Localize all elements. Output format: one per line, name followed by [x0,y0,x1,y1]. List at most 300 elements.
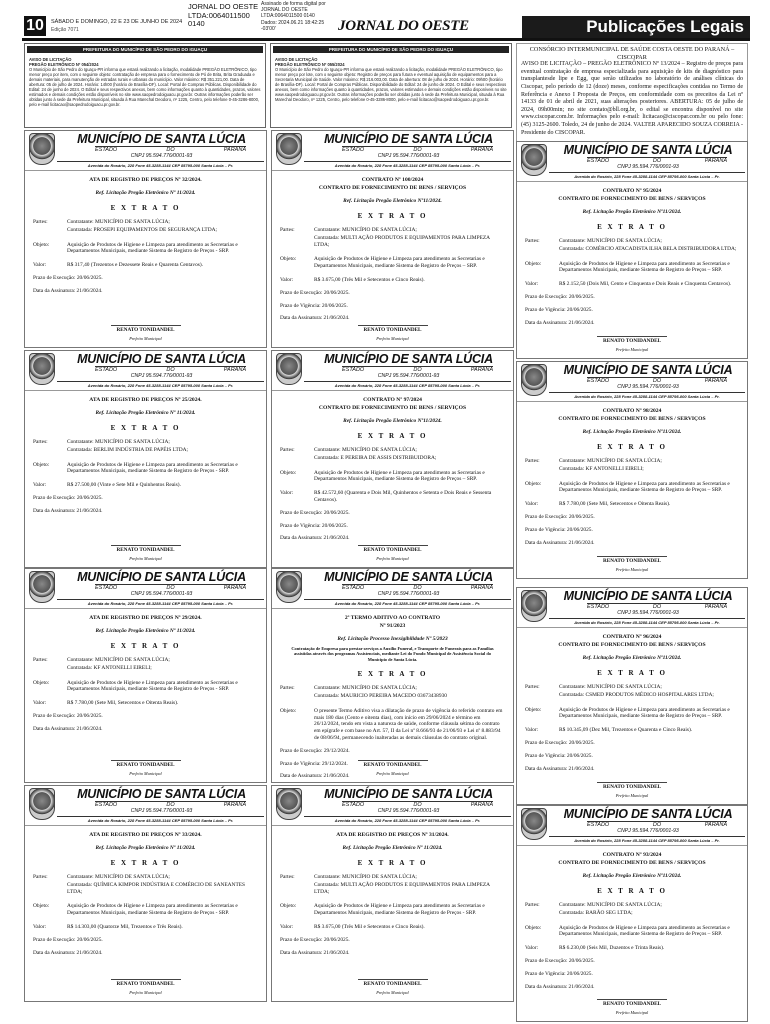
card-subtitle: CONTRATO DE FORNECIMENTO DE BENS / SERVIÇOS [558,196,706,202]
object-text: Aquisição de Produtos de Higiene e Limpeza para atendimento as Secretarias e Departamentos Municipais, mediante Sistema de Registro de Preços - SRP. [67,903,238,917]
signer-name: RENATO TONIDANDEL [111,760,181,768]
contracted-party: Contratada: MULTI AÇÃO PRODUTOS E EQUIPAMENTOS PARA LIMPEZA LTDA; [314,234,490,248]
extract-card [24,568,267,783]
address: Avenida do Rosário, 228 Fone 45-3288-1144 CEP 85795-000 Santa Lúcia – Pr. [57,599,264,606]
object-label: Objeto: [280,256,297,263]
signature-date: Data da Assinatura: 21/06/2024. [525,983,595,990]
licitacao-reference: Ref. Licitação Processo Inexigibilidade Nº 5/2023 [337,636,448,642]
extract-heading: E X T R A T O [597,669,667,677]
coat-of-arms-icon [276,133,302,165]
extract-card [271,350,514,568]
licitacao-reference: Ref. Licitação Pregão Eletrônico Nº 11/2024. [342,845,443,851]
contracting-party: Contratante: MUNICÍPIO DE SANTA LÚCIA; [559,458,662,464]
signature-date: Data de Assinatura: 21/06/2024. [280,773,350,780]
contracting-party: Contratante: MUNICÍPIO DE SANTA LÚCIA; [314,227,417,233]
address: Avenida do Rosário, 228 Fone 45-3288-1144 CEP 85795-000 Santa Lúcia – Pr. [549,618,745,625]
licitacao-notice [24,43,266,128]
card-subtitle: CONTRATO DE FORNECIMENTO DE BENS / SERVIÇOS [558,642,706,648]
signature-date: Data da Assinatura: 21/06/2024. [280,535,350,542]
contracted-party: Contratada: CSMED PRODUTOS MÉDICO HOSPITALARES LTDA; [559,691,714,698]
signer-name: RENATO TONIDANDEL [597,782,667,790]
signature-date: Data da Assinatura: 21/06/2024. [33,287,103,294]
coat-of-arms-icon [29,788,55,820]
state-connector: DO [166,585,175,591]
address: Avenida do Rosário, 228 Fone 45-3288-1144 CEP 85795-000 Santa Lúcia – Pr. [57,381,264,388]
object-text: Aquisição de Produtos de Higiene e Limpeza para atendimento as Secretarias e Departamentos Municipais, mediante Sistema de Registro de Preços – SRP. [559,260,730,274]
value-text: R$ 14.303,00 (Quatorze Mil, Trezentos e Três Reais). [67,923,183,930]
object-text: O presente Termo Aditivo visa a dilatação de prazo de vigência do referido contrato em mais 180 dias (Cento e oitenta dias), com início em 29/06/2024 e término em 26/12/2024, tendo em vista a natureza de saúde, conforme cláusula sétima do contrato em epígrafe e com base no Art. 57, II da Lei nº 8.666/93 de 21/06/93 e Lei nº 8.883/94 de 08/06/94, permanecendo inalteradas as demais cláusulas do contrato original. [314,707,503,741]
validity-deadline: Prazo de Vigência: 29/12/2024. [280,760,348,767]
value-text: R$ 7.780,00 (Sete Mil, Setecentos e Oitenta Reais). [67,700,179,707]
extract-heading: E X T R A T O [357,859,428,867]
object-label: Objeto: [525,480,542,487]
card-title: CONTRATO Nº 97/2024 [363,397,422,403]
parties-label: Partes: [33,439,48,445]
licitacao-reference: Ref. Licitação Pregão Eletrônico Nº11/2024. [343,418,442,424]
licitacao-reference: Ref. Licitação Pregão Eletrônico Nº11/2024. [582,429,682,435]
address: Avenida do Rosário, 228 Fone 45-3288-1144 CEP 85795-000 Santa Lúcia – Pr. [304,599,511,606]
contracted-party: Contratada: COMÉRCIO ATACADISTA ILHA BELA DISTRIBUIDORA LTDA; [559,245,737,252]
extract-card [24,350,267,568]
coat-of-arms-icon [276,788,302,820]
extract-card [516,587,748,805]
state-connector: DO [413,367,422,373]
municipality-letterhead [517,588,747,628]
cnpj: CNPJ 95.594.776/0001-93 [130,153,193,159]
issue-date: SÁBADO E DOMINGO, 22 E 23 DE JUNHO DE 2024 [51,19,183,25]
address: Avenida do Rosário, 228 Fone 45-3288-1144 CEP 85795-000 Santa Lúcia – Pr. [304,816,511,823]
signature-date: Data da Assinatura: 21/06/2024. [525,765,595,772]
validity-deadline: Prazo de Vigência: 20/06/2025. [525,752,593,759]
contracting-party: Contratante: MUNICÍPIO DE SANTA LÚCIA; [67,219,170,225]
object-label: Objeto: [280,903,297,910]
state-connector: DO [652,158,662,164]
ciscopar-body: AVISO DE LICITAÇÃO – PREGÃO ELETRÔNICO Nº 13/2024 – Registro de preços para eventual contratação de empresa especializada para aquisição de kits de diagnóstico para transplantesde lipe e Egg, que serão utilizados no laboratório de análises clínicas do Ciscopar, pelo período de 12 (doze) meses, conforme especificações contidas no Termo de Referência e Anexo I Proposta de Preços, em conformidade com os preceitos da Lei nº 14133 de 01 de abril de 2021, suas alterações posteriores. ABERTURA: 05 de julho de 2024, 09h00min; no site contato@bll.org.br, o edital se encontra disponível no site www.ciscopar.com.br. Informações pelo e-mail: licitacao@ciscopar.com.br ou pelo fone: (45) 3125-2600. Toledo, 24 de junho de 2024. VALTER APARECIDO SOUZA CORREIA - Presidente do CISCOPAR. [521,61,743,136]
coat-of-arms-icon [521,590,547,622]
object-text: Aquisição de Produtos de Higiene e Limpeza para atendimento as Secretarias e Departamentos Municipais, mediante Sistema de Registro de Preços - SRP. [67,679,238,693]
signer-name: RENATO TONIDANDEL [597,336,667,344]
state-name: PARANÁ [704,378,727,384]
state-name: PARANÁ [223,802,246,808]
licitacao-notice [270,43,512,128]
municipality-name: MUNICÍPIO DE SANTA LÚCIA [563,589,733,603]
execution-deadline: Prazo de Execução: 20/06/2025. [280,289,350,296]
cnpj: CNPJ 95.594.776/0001-93 [617,610,679,616]
object-label: Objeto: [280,707,297,714]
page-number: 10 [24,16,46,36]
state-name: PARANÁ [704,604,727,610]
signer-name: RENATO TONIDANDEL [597,999,667,1007]
value-text: R$ 7.780,00 (Sete Mil, Setecentos e Oitenta Reais). [559,501,671,508]
cnpj: CNPJ 95.594.776/0001-93 [617,828,679,834]
object-label: Objeto: [525,260,542,267]
contracted-party: Contratada: MULTI AÇÃO PRODUTOS E EQUIPAMENTOS PARA LIMPEZA LTDA; [314,881,490,895]
extract-card [24,785,267,1002]
signer-name: RENATO TONIDANDEL [358,325,428,333]
state-label: ESTADO [342,367,365,373]
contracting-party: Contratante: MUNICÍPIO DE SANTA LÚCIA; [314,874,417,880]
signer-role: Prefeito Municipal [129,336,162,341]
value-text: R$ 42.572,60 (Quarenta e Dois Mil, Quinhentos e Setenta e Dois Reais e Sessenta Centavos). [314,490,492,503]
municipality-name: MUNICÍPIO DE SANTA LÚCIA [563,807,733,821]
coat-of-arms-icon [276,571,302,603]
state-name: PARANÁ [223,367,246,373]
licitacao-reference: Ref. Licitação Pregão Eletrônico Nº11/2024. [582,655,682,661]
state-label: ESTADO [587,158,610,164]
notice-subtitle: PREGÃO ELETRÔNICO Nº 055/2024 [275,62,345,67]
value-label: Valor: [280,490,294,497]
validity-deadline: Prazo de Vigência: 20/06/2025. [280,522,348,529]
signer-name: RENATO TONIDANDEL [358,545,428,553]
extract-card [24,130,267,348]
municipality-letterhead [517,142,747,182]
object-label: Objeto: [33,679,50,686]
notice-heading: PREFEITURA DO MUNICÍPIO DE SÃO PEDRO DO IGUAÇU [273,46,509,53]
cnpj: CNPJ 95.594.776/0001-93 [377,808,440,814]
address: Avenida do Rosário, 228 Fone 45-3288-1144 CEP 85795-000 Santa Lúcia – Pr. [549,172,745,179]
card-subtitle: CONTRATO DE FORNECIMENTO DE BENS / SERVIÇOS [318,405,467,411]
municipality-name: MUNICÍPIO DE SANTA LÚCIA [324,132,493,146]
object-label: Objeto: [280,469,297,476]
signer-role: Prefeito Municipal [376,556,409,561]
parties-label: Partes: [33,219,48,225]
execution-deadline: Prazo de Execução: 20/06/2025. [525,293,595,300]
parties-label: Partes: [33,874,48,880]
address: Avenida do Rosário, 228 Fone 45-3288-1144 CEP 85795-000 Santa Lúcia – Pr. [57,816,264,823]
card-title: 2º TERMO ADITIVO AO CONTRATO [344,615,441,621]
licitacao-reference: Ref. Licitação Pregão Eletrônico Nº11/2024. [343,198,442,204]
state-connector: DO [166,367,175,373]
object-text: Aquisição de Produtos de Higiene e Limpeza para atendimento as Secretarias e Departamentos Municipais, mediante Sistema de Registro de Preços – SRP. [559,706,730,720]
contracting-party: Contratante: MUNICÍPIO DE SANTA LÚCIA; [559,684,662,690]
edition-number: Edição 7071 [51,27,79,33]
extract-heading: E X T R A T O [357,432,428,440]
coat-of-arms-icon [521,144,547,176]
licitacao-reference: Ref. Licitação Pregão Eletrônico Nº 11/2024. [95,628,196,634]
signer-name: RENATO TONIDANDEL [597,556,667,564]
state-label: ESTADO [342,147,365,153]
state-connector: DO [652,822,662,828]
municipality-name: MUNICÍPIO DE SANTA LÚCIA [77,787,246,801]
notice-title: AVISO DE LICITAÇÃO [275,57,318,62]
contracted-party: Contratada: KF ANTONELLI EIRELI; [67,664,152,671]
licitacao-reference: Ref. Licitação Pregão Eletrônico Nº 11/2024. [95,190,196,196]
extract-heading: E X T R A T O [110,424,181,432]
parties-label: Partes: [525,684,540,690]
card-title: ATA DE REGISTRO DE PREÇOS Nº 25/2024. [89,397,202,403]
value-label: Valor: [525,727,539,734]
coat-of-arms-icon [521,364,547,396]
parties-label: Partes: [525,902,540,908]
execution-deadline: Prazo de Execução: 20/06/2025. [525,957,595,964]
card-subtitle: Nº 91/2023 [379,623,406,629]
card-title: ATA DE REGISTRO DE PREÇOS Nº 33/2024. [89,832,202,838]
execution-deadline: Prazo de Execução: 20/06/2025. [33,936,103,943]
coat-of-arms-icon [276,353,302,385]
value-label: Valor: [280,276,294,283]
execution-deadline: Prazo de Execução: 20/06/2025. [280,936,350,943]
state-name: PARANÁ [704,822,727,828]
signature-date: Data da Assinatura: 21/06/2024. [33,725,103,732]
header-divider [22,38,750,41]
execution-deadline: Prazo de Execução: 20/06/2025. [525,739,595,746]
notice-title: AVISO DE LICITAÇÃO [29,57,72,62]
notice-heading: PREFEITURA DO MUNICÍPIO DE SÃO PEDRO DO IGUAÇU [27,46,263,53]
municipality-letterhead [272,131,513,171]
state-connector: DO [166,147,175,153]
section-title: Publicações Legais [522,16,750,38]
municipality-name: MUNICÍPIO DE SANTA LÚCIA [77,352,246,366]
value-label: Valor: [525,945,539,952]
state-name: PARANÁ [470,367,493,373]
value-text: R$ 3.675,00 (Três Mil e Setecentos e Cinco Reais). [314,276,425,283]
value-text: R$ 2.152,50 (Dois Mil, Cento e Cinquenta e Dois Reais e Cinquenta Centavos). [559,281,732,288]
state-name: PARANÁ [704,158,727,164]
value-label: Valor: [33,923,47,930]
card-title: CONTRATO Nº 93/2024 [602,852,662,858]
state-connector: DO [166,802,175,808]
municipality-name: MUNICÍPIO DE SANTA LÚCIA [324,570,493,584]
signature-date: Data da Assinatura: 21/06/2024. [525,539,595,546]
digital-signer: JORNAL DO OESTE LTDA:0064011500 0140 [188,2,259,28]
state-label: ESTADO [95,802,118,808]
cnpj: CNPJ 95.594.776/0001-93 [377,591,440,597]
signer-role: Prefeito Municipal [129,556,162,561]
signer-role: Prefeito Municipal [376,336,409,341]
address: Avenida do Rosário, 228 Fone 45-3288-1144 CEP 85795-000 Santa Lúcia – Pr. [304,381,511,388]
state-label: ESTADO [587,378,610,384]
parties-label: Partes: [525,238,540,244]
signature-note: Assinado de forma digital por JORNAL DO OESTE LTDA:0064011500 0140 Dados: 2024.06.21 18:42:25 -03'00' [261,1,326,32]
card-title: CONTRATO Nº 96/2024 [602,634,662,640]
cnpj: CNPJ 95.594.776/0001-93 [130,591,193,597]
contracted-party: Contratada: E PEREIRA DE ASSIS DISTRIBUIDORA; [314,454,437,461]
coat-of-arms-icon [521,808,547,840]
card-title: CONTRATO Nº 98/2024 [602,408,662,414]
object-text: Aquisição de Produtos de Higiene e Limpeza para atendimento as Secretarias e Departamentos Municipais, mediante Sistema de Registro de Preços – SRP. [314,469,485,483]
execution-deadline: Prazo de Execução: 20/06/2025. [33,274,103,281]
object-text: Aquisição de Produtos de Higiene e Limpeza para atendimento as Secretarias e Departamentos Municipais, mediante Sistema de Registro de Preços - SRP. [67,461,238,475]
municipality-letterhead [517,362,747,402]
cnpj: CNPJ 95.594.776/0001-93 [377,153,440,159]
extract-card [271,785,514,1002]
contracted-party: Contratada: KF ANTONELLI EIRELI; [559,465,644,472]
state-label: ESTADO [342,802,365,808]
signer-role: Prefeito Municipal [376,990,409,995]
card-subtitle: CONTRATO DE FORNECIMENTO DE BENS / SERVIÇOS [558,416,706,422]
address: Avenida do Rosário, 228 Fone 45-3288-1144 CEP 85795-000 Santa Lúcia – Pr. [57,161,264,168]
extract-heading: E X T R A T O [110,859,181,867]
value-text: R$ 3.675,00 (Três Mil e Setecentos e Cinco Reais). [314,923,425,930]
contracting-party: Contratante: MUNICÍPIO DE SANTA LÚCIA; [67,874,170,880]
card-title: ATA DE REGISTRO DE PREÇOS Nº 29/2024. [89,615,202,621]
municipality-name: MUNICÍPIO DE SANTA LÚCIA [324,352,493,366]
validity-deadline: Prazo de Vigência: 20/06/2025. [525,970,593,977]
municipality-letterhead [25,786,266,826]
state-connector: DO [413,147,422,153]
municipality-letterhead [25,351,266,391]
value-label: Valor: [33,482,47,489]
value-label: Valor: [33,700,47,707]
state-connector: DO [413,802,422,808]
extract-card [516,361,748,579]
licitacao-reference: Ref. Licitação Pregão Eletrônico Nº 11/2024. [95,845,196,851]
contracting-party: Contratante: MUNICÍPIO DE SANTA LÚCIA; [67,439,170,445]
extract-heading: E X T R A T O [357,670,428,679]
extract-heading: E X T R A T O [597,887,667,895]
signer-role: Prefeito Municipal [376,771,409,776]
object-label: Objeto: [525,706,542,713]
state-name: PARANÁ [470,802,493,808]
extract-card [271,130,514,348]
municipality-name: MUNICÍPIO DE SANTA LÚCIA [324,787,493,801]
notice-body: O Município de São Pedro do Iguaçu-PR informa que estará realizando a licitação, modalidade PREGÃO ELETRÔNICO, tipo menor preço por lote, com o seguinte objeto: Registro de preços para futura e eventual aquisição de equipamentos para a Secretaria Municipal de Saúde. Valor máximo: R$ 216.003,00. Data de abertura: 08 de julho de 2024. Horário: 09h00 (horário de Brasília-DF). Local: Portal de Compras Públicas. Disponibilidade do Edital: 24 de junho de 2024. O Edital e seus respectivos anexos, bem como informações quanto à quantidades, prazos, valores estimados e demais condições estão disponíveis no site www.saopedrodoiguacu.pr.gov.br. Outras informações poderão ser obtidas junto à sede da Prefeitura Municipal, situada à Rua Marechal Deodoro, nº 1225, Centro, pelo telefone 0-45-3286-8000, pelo e-mail licitacao@saopedrodoiguacu.pr.gov.br. [275,67,507,102]
validity-deadline: Prazo de Vigência: 20/06/2025. [525,306,593,313]
cnpj: CNPJ 95.594.776/0001-93 [130,808,193,814]
address: Avenida do Rosário, 228 Fone 45-3288-1144 CEP 85795-000 Santa Lúcia – Pr. [304,161,511,168]
object-text: Aquisição de Produtos de Higiene e Limpeza para atendimento as Secretarias e Departamentos Municipais, mediante Sistema de Registro de Preços - SRP. [314,903,485,917]
card-subtitle: CONTRATO DE FORNECIMENTO DE BENS / SERVIÇOS [318,185,467,191]
object-text: Aquisição de Produtos de Higiene e Limpeza para atendimento as Secretarias e Departamentos Municipais, mediante Sistema de Registro de Preços - SRP. [67,241,238,255]
contracting-party: Contratante: MUNICÍPIO DE SANTA LÚCIA; [314,447,417,453]
signer-role: Prefeito Municipal [615,1010,649,1015]
contracting-party: Contratante: MUNICÍPIO DE SANTA LÚCIA; [559,238,662,244]
address: Avenida do Rosário, 228 Fone 45-3288-1144 CEP 85795-000 Santa Lúcia – Pr. [549,836,745,843]
state-label: ESTADO [95,585,118,591]
object-label: Objeto: [33,903,50,910]
state-label: ESTADO [95,147,118,153]
object-text: Aquisição de Produtos de Higiene e Limpeza para atendimento as Secretarias e Departamentos Municipais, mediante Sistema de Registro de Preços – SRP. [559,924,730,938]
cnpj: CNPJ 95.594.776/0001-93 [377,373,440,379]
signature-date: Data da Assinatura: 21/06/2024. [525,319,595,326]
validity-deadline: Prazo de Vigência: 20/06/2025. [525,526,593,533]
state-connector: DO [652,378,662,384]
parties-label: Partes: [280,874,295,880]
coat-of-arms-icon [29,133,55,165]
parties-label: Partes: [280,227,295,233]
municipality-letterhead [517,806,747,846]
parties-label: Partes: [280,447,295,453]
parties-label: Partes: [525,458,540,464]
contracted-party: Contratada: PROSEPI EQUIPAMENTOS DE SEGURANÇA LTDA; [67,226,217,233]
parties-label: Partes: [280,685,295,692]
extract-heading: E X T R A T O [110,204,181,212]
state-name: PARANÁ [470,147,493,153]
contracted-party: Contratada: BARÃO SEG LTDA; [559,909,633,916]
extract-card [516,805,748,1022]
signature-date: Data da Assinatura: 21/06/2024. [33,507,103,514]
state-label: ESTADO [95,367,118,373]
signer-role: Prefeito Municipal [615,793,649,798]
ciscopar-title: CONSÓRCIO INTERMUNICIPAL DE SAÚDE COSTA OESTE DO PARANÁ – CISCOPAR [529,46,735,61]
card-title: ATA DE REGISTRO DE PREÇOS Nº 32/2024. [89,177,202,183]
object-text: Aquisição de Produtos de Higiene e Limpeza para atendimento as Secretarias e Departamentos Municipais, mediante Sistema de Registro de Preços – SRP. [314,256,485,270]
municipality-letterhead [272,786,513,826]
extract-heading: E X T R A T O [110,642,181,650]
extract-heading: E X T R A T O [357,212,428,220]
coat-of-arms-icon [29,353,55,385]
value-text: R$ 317,40 (Trezentos e Dezessete Reais e Quarenta Centavos). [67,262,204,269]
contracting-party: Contratante: MUNICÍPIO DE SANTA LÚCIA; [559,902,662,908]
contracted-party: Contratada: MAURICIO PEREIRA MACEDO 03673438930 [314,693,447,700]
cnpj: CNPJ 95.594.776/0001-93 [130,373,193,379]
object-label: Objeto: [33,461,50,468]
card-title: CONTRATO Nº 95/2024 [602,188,662,194]
licitacao-reference: Ref. Licitação Pregão Eletrônico Nº11/2024. [582,209,682,215]
card-title: ATA DE REGISTRO DE PREÇOS Nº 31/2024. [336,832,449,838]
contracted-party: Contratada: QUÍMICA KIMPOR INDÚSTRIA E COMÉRCIO DE SANEANTES LTDA; [67,881,246,895]
execution-deadline: Prazo de Execução: 20/06/2025. [280,509,350,516]
execution-deadline: Prazo de Execução: 29/12/2024. [280,747,350,754]
execution-deadline: Prazo de Execução: 20/06/2025. [33,494,103,501]
value-label: Valor: [33,262,47,269]
extract-heading: E X T R A T O [597,223,667,231]
notice-subtitle: PREGÃO ELETRÔNICO Nº 054/2024 [29,62,99,67]
object-label: Objeto: [33,241,50,248]
card-title: CONTRATO Nº 100/2024 [361,177,424,183]
signer-role: Prefeito Municipal [615,567,649,572]
extract-card [271,568,514,783]
signer-name: RENATO TONIDANDEL [111,979,181,987]
municipality-name: MUNICÍPIO DE SANTA LÚCIA [563,143,733,157]
value-label: Valor: [525,281,539,288]
address: Avenida do Rosário, 228 Fone 45-3288-1144 CEP 85795-000 Santa Lúcia – Pr. [549,392,745,399]
cnpj: CNPJ 95.594.776/0001-93 [617,164,679,170]
signer-name: RENATO TONIDANDEL [111,545,181,553]
card-subtitle: CONTRATO DE FORNECIMENTO DE BENS / SERVIÇOS [558,860,706,866]
municipality-name: MUNICÍPIO DE SANTA LÚCIA [77,570,246,584]
signature-date: Data da Assinatura: 21/06/2024. [280,949,350,956]
municipality-letterhead [25,569,266,609]
contracted-party: Contratada: BERLIM INDÚSTRIA DE PAPÉIS LTDA; [67,446,189,453]
contract-summary: Contratação de Empresa para prestar serviços a Auxílio Funeral, e Transporte de Funerais para as Famílias assistidas através dos programas Assistenciais, mediante Lei do Fundo Municipal de Assistência Social do Município de Santa Lúcia. [291,646,494,662]
extract-card [516,141,748,359]
contracting-party: Contratante: MUNICÍPIO DE SANTA LÚCIA; [314,685,417,692]
signer-name: RENATO TONIDANDEL [358,760,428,768]
execution-deadline: Prazo de Execução: 20/06/2025. [33,712,103,719]
notice-body: O Município de São Pedro do Iguaçu-PR informa que estará realizando a licitação, modalidade PREGÃO ELETRÔNICO, tipo menor preço por item, com o seguinte objeto: contratação de empresa para o fornecimento de Pó de Brita, Brita Graduada e demais materiais, para manutenção de estradas rurais e urbanas do município. Valor máximo: R$ 351.221,00. Data de abertura: 05 de julho de 2024. Horário: 14h00 (horário de Brasília-DF). Local: Portal de Compras Públicas. Disponibilidade do Edital: 24 de junho de 2024. O Edital e seus respectivos anexos, bem como informações quanto à quantidades, prazos, valores estimados e demais condições estão disponíveis no site www.saopedrodoiguacu.pr.gov.br. Outras informações poderão ser obtidas junto à sede da Prefeitura Municipal, situada à Rua Marechal Deodoro, nº 1225, Centro, pelo telefone 0-45-3286-8000, pelo e-mail licitacao@saopedrodoiguacu.pr.gov.br. [29,67,261,107]
object-text: Aquisição de Produtos de Higiene e Limpeza para atendimento as Secretarias e Departamentos Municipais, mediante Sistema de Registro de Preços – SRP. [559,480,730,494]
value-text: R$ 6.230,00 (Seis Mil, Duzentos e Trinta Reais). [559,945,665,952]
parties-label: Partes: [33,657,48,663]
licitacao-reference: Ref. Licitação Pregão Eletrônico Nº 11/2024. [95,410,196,416]
signer-name: RENATO TONIDANDEL [358,979,428,987]
cnpj: CNPJ 95.594.776/0001-93 [617,384,679,390]
state-connector: DO [413,585,422,591]
municipality-letterhead [272,569,513,609]
value-label: Valor: [280,923,294,930]
value-label: Valor: [525,501,539,508]
object-label: Objeto: [525,924,542,931]
newspaper-logo: JORNAL DO OESTE [338,18,469,34]
value-text: R$ 27.500,00 (Vinte e Sete Mil e Quinhentos Reais). [67,482,181,489]
municipality-name: MUNICÍPIO DE SANTA LÚCIA [563,363,733,377]
municipality-letterhead [272,351,513,391]
value-text: R$ 10.345,09 (Dez Mil, Trezentos e Quarenta e Cinco Reais). [559,727,693,734]
signer-role: Prefeito Municipal [129,771,162,776]
extract-heading: E X T R A T O [597,443,667,451]
signer-role: Prefeito Municipal [129,990,162,995]
signature-date: Data da Assinatura: 21/06/2024. [280,315,350,322]
execution-deadline: Prazo de Execução: 20/06/2025. [525,513,595,520]
contracting-party: Contratante: MUNICÍPIO DE SANTA LÚCIA; [67,657,170,663]
validity-deadline: Prazo de Vigência: 20/06/2025. [280,302,348,309]
coat-of-arms-icon [29,571,55,603]
municipality-letterhead [25,131,266,171]
state-label: ESTADO [587,604,610,610]
state-name: PARANÁ [223,585,246,591]
state-label: ESTADO [587,822,610,828]
